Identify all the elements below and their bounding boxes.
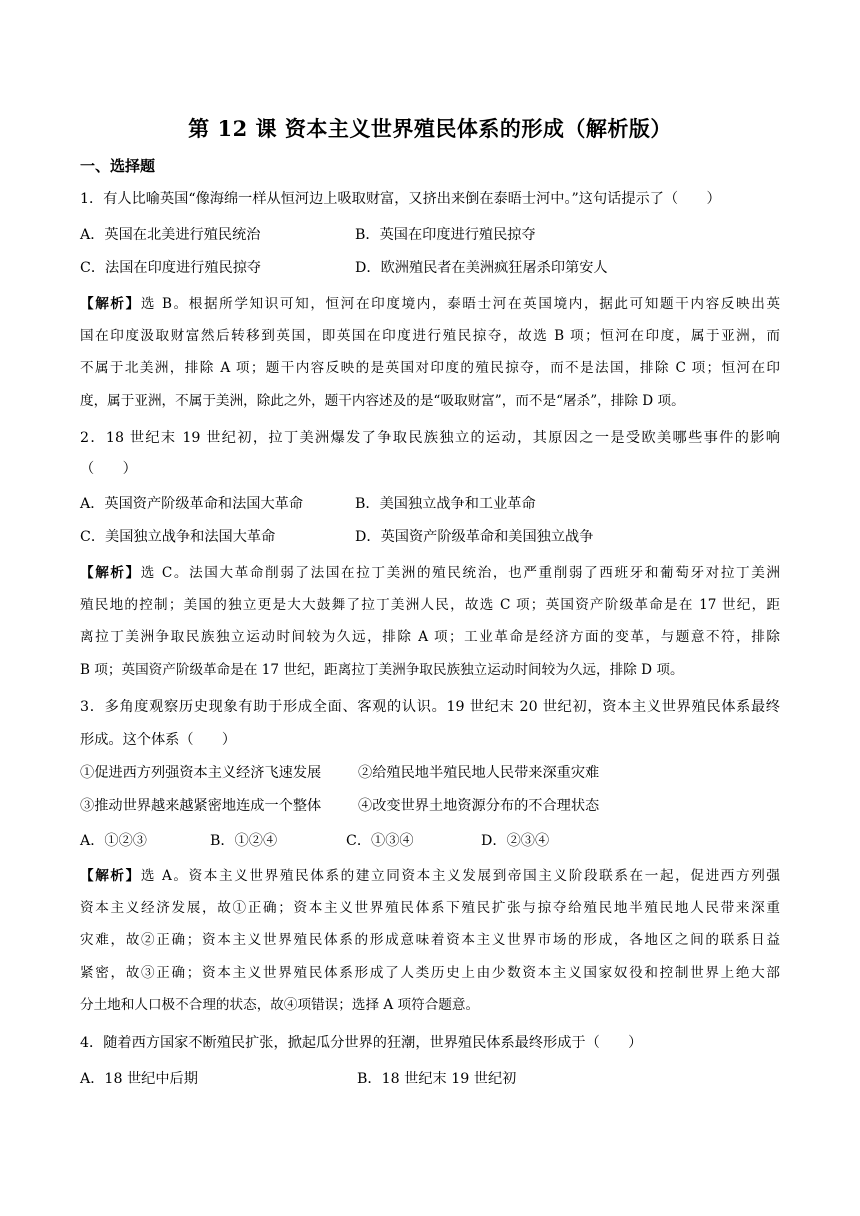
q2-analysis-line: 【解析】选 C。法国大革命削弱了法国在拉丁美洲的殖民统治，也严重削弱了西班牙和葡萄牙对拉丁美洲	[80, 565, 780, 581]
q2-option-a: A．英国资产阶级革命和法国大革命	[80, 496, 304, 512]
q1-option-b: B．英国在印度进行殖民掠夺	[355, 227, 536, 243]
q3-statement-4: ④改变世界土地资源分布的不合理状态	[358, 798, 600, 814]
q3-statement-3: ③推动世界越来越紧密地连成一个整体	[80, 798, 322, 814]
q3-analysis-line: 分土地和人口极不合理的状态，故④项错误；选择 A 项符合题意。	[80, 997, 480, 1013]
q3-statement-1: ①促进西方列强资本主义经济飞速发展	[80, 765, 322, 781]
q3-analysis-line: 灾难，故②正确；资本主义世界殖民体系的形成意味着资本主义世界市场的形成，各地区之间的联系日益	[80, 932, 780, 948]
q1-option-a: A．英国在北美进行殖民统治	[80, 227, 261, 243]
q3-statement-2: ②给殖民地半殖民地人民带来深重灾难	[358, 765, 600, 781]
question-4-stem: 4．随着西方国家不断殖民扩张，掀起瓜分世界的狂潮，世界殖民体系最终形成于（ ）	[80, 1035, 643, 1051]
q1-option-d: D．欧洲殖民者在美洲疯狂屠杀印第安人	[355, 260, 608, 276]
question-2-stem-cont: （ ）	[80, 461, 137, 477]
q3-option-c: C．①③④	[346, 833, 414, 849]
q1-analysis-line: 【解析】选 B。根据所学知识可知，恒河在印度境内，泰晤士河在英国境内，据此可知题干内容反映出英	[80, 296, 781, 312]
page-title: 第 12 课 资本主义世界殖民体系的形成（解析版）	[188, 116, 672, 141]
question-3-stem: 3．多角度观察历史现象有助于形成全面、客观的认识。19 世纪末 20 世纪初，资本主义世界殖民体系最终	[80, 699, 780, 715]
q1-analysis-line: 不属于北美洲，排除 A 项；题干内容反映的是英国对印度的殖民掠夺，而不是法国，排除 C 项；恒河在印	[80, 360, 780, 376]
q2-option-c: C．美国独立战争和法国大革命	[80, 529, 276, 545]
q3-option-d: D．②③④	[481, 833, 550, 849]
q2-option-b: B．美国独立战争和工业革命	[355, 496, 536, 512]
q4-option-b: B．18 世纪末 19 世纪初	[357, 1071, 517, 1087]
q2-analysis-line: 殖民地的控制；美国的独立更是大大鼓舞了拉丁美洲人民，故选 C 项；英国资产阶级革命是在 17 世纪，距	[80, 597, 780, 613]
analysis-tag: 【解析】	[80, 565, 141, 581]
question-2-stem: 2．18 世纪末 19 世纪初，拉丁美洲爆发了争取民族独立的运动，其原因之一是受欧美哪些事件的影响	[80, 430, 780, 446]
q3-analysis-line: 【解析】选 A。资本主义世界殖民体系的建立同资本主义发展到帝国主义阶段联系在一起，促进西方列强	[80, 868, 781, 884]
q2-option-d: D．英国资产阶级革命和美国独立战争	[355, 529, 594, 545]
q3-analysis-line: 资本主义经济发展，故①正确；资本主义世界殖民体系下殖民扩张与掠夺给殖民地半殖民地人民带来深重	[80, 900, 780, 916]
q3-option-a: A．①②③	[80, 833, 147, 849]
q1-analysis-line: 国在印度汲取财富然后转移到英国，即英国在印度进行殖民掠夺，故选 B 项；恒河在印度，属于亚洲，而	[80, 328, 780, 344]
q1-analysis-line: 度，属于亚洲，不属于美洲，除此之外，题干内容述及的是“吸取财富”，而不是“屠杀”，排除 D 项。	[80, 393, 685, 409]
q4-option-a: A．18 世纪中后期	[80, 1071, 198, 1087]
question-1-stem: 1．有人比喻英国“像海绵一样从恒河边上吸取财富，又挤出来倒在泰晤士河中。”这句话提示了（ ）	[80, 191, 721, 207]
question-3-stem-cont: 形成。这个体系（ ）	[80, 732, 237, 748]
q3-analysis-line: 紧密，故③正确；资本主义世界殖民体系形成了人类历史上由少数资本主义国家奴役和控制世界上绝大部	[80, 965, 780, 981]
analysis-tag: 【解析】	[80, 296, 141, 312]
q3-option-b: B．①②④	[210, 833, 278, 849]
q1-option-c: C．法国在印度进行殖民掠夺	[80, 260, 262, 276]
analysis-tag: 【解析】	[80, 868, 141, 884]
q2-analysis-line: 离拉丁美洲争取民族独立运动时间较为久远，排除 A 项；工业革命是经济方面的变革，与题意不符，排除	[80, 629, 780, 645]
section-heading: 一、选择题	[80, 157, 156, 175]
q2-analysis-line: B 项；英国资产阶级革命是在 17 世纪，距离拉丁美洲争取民族独立运动时间较为久远，排除 D 项。	[80, 662, 684, 678]
